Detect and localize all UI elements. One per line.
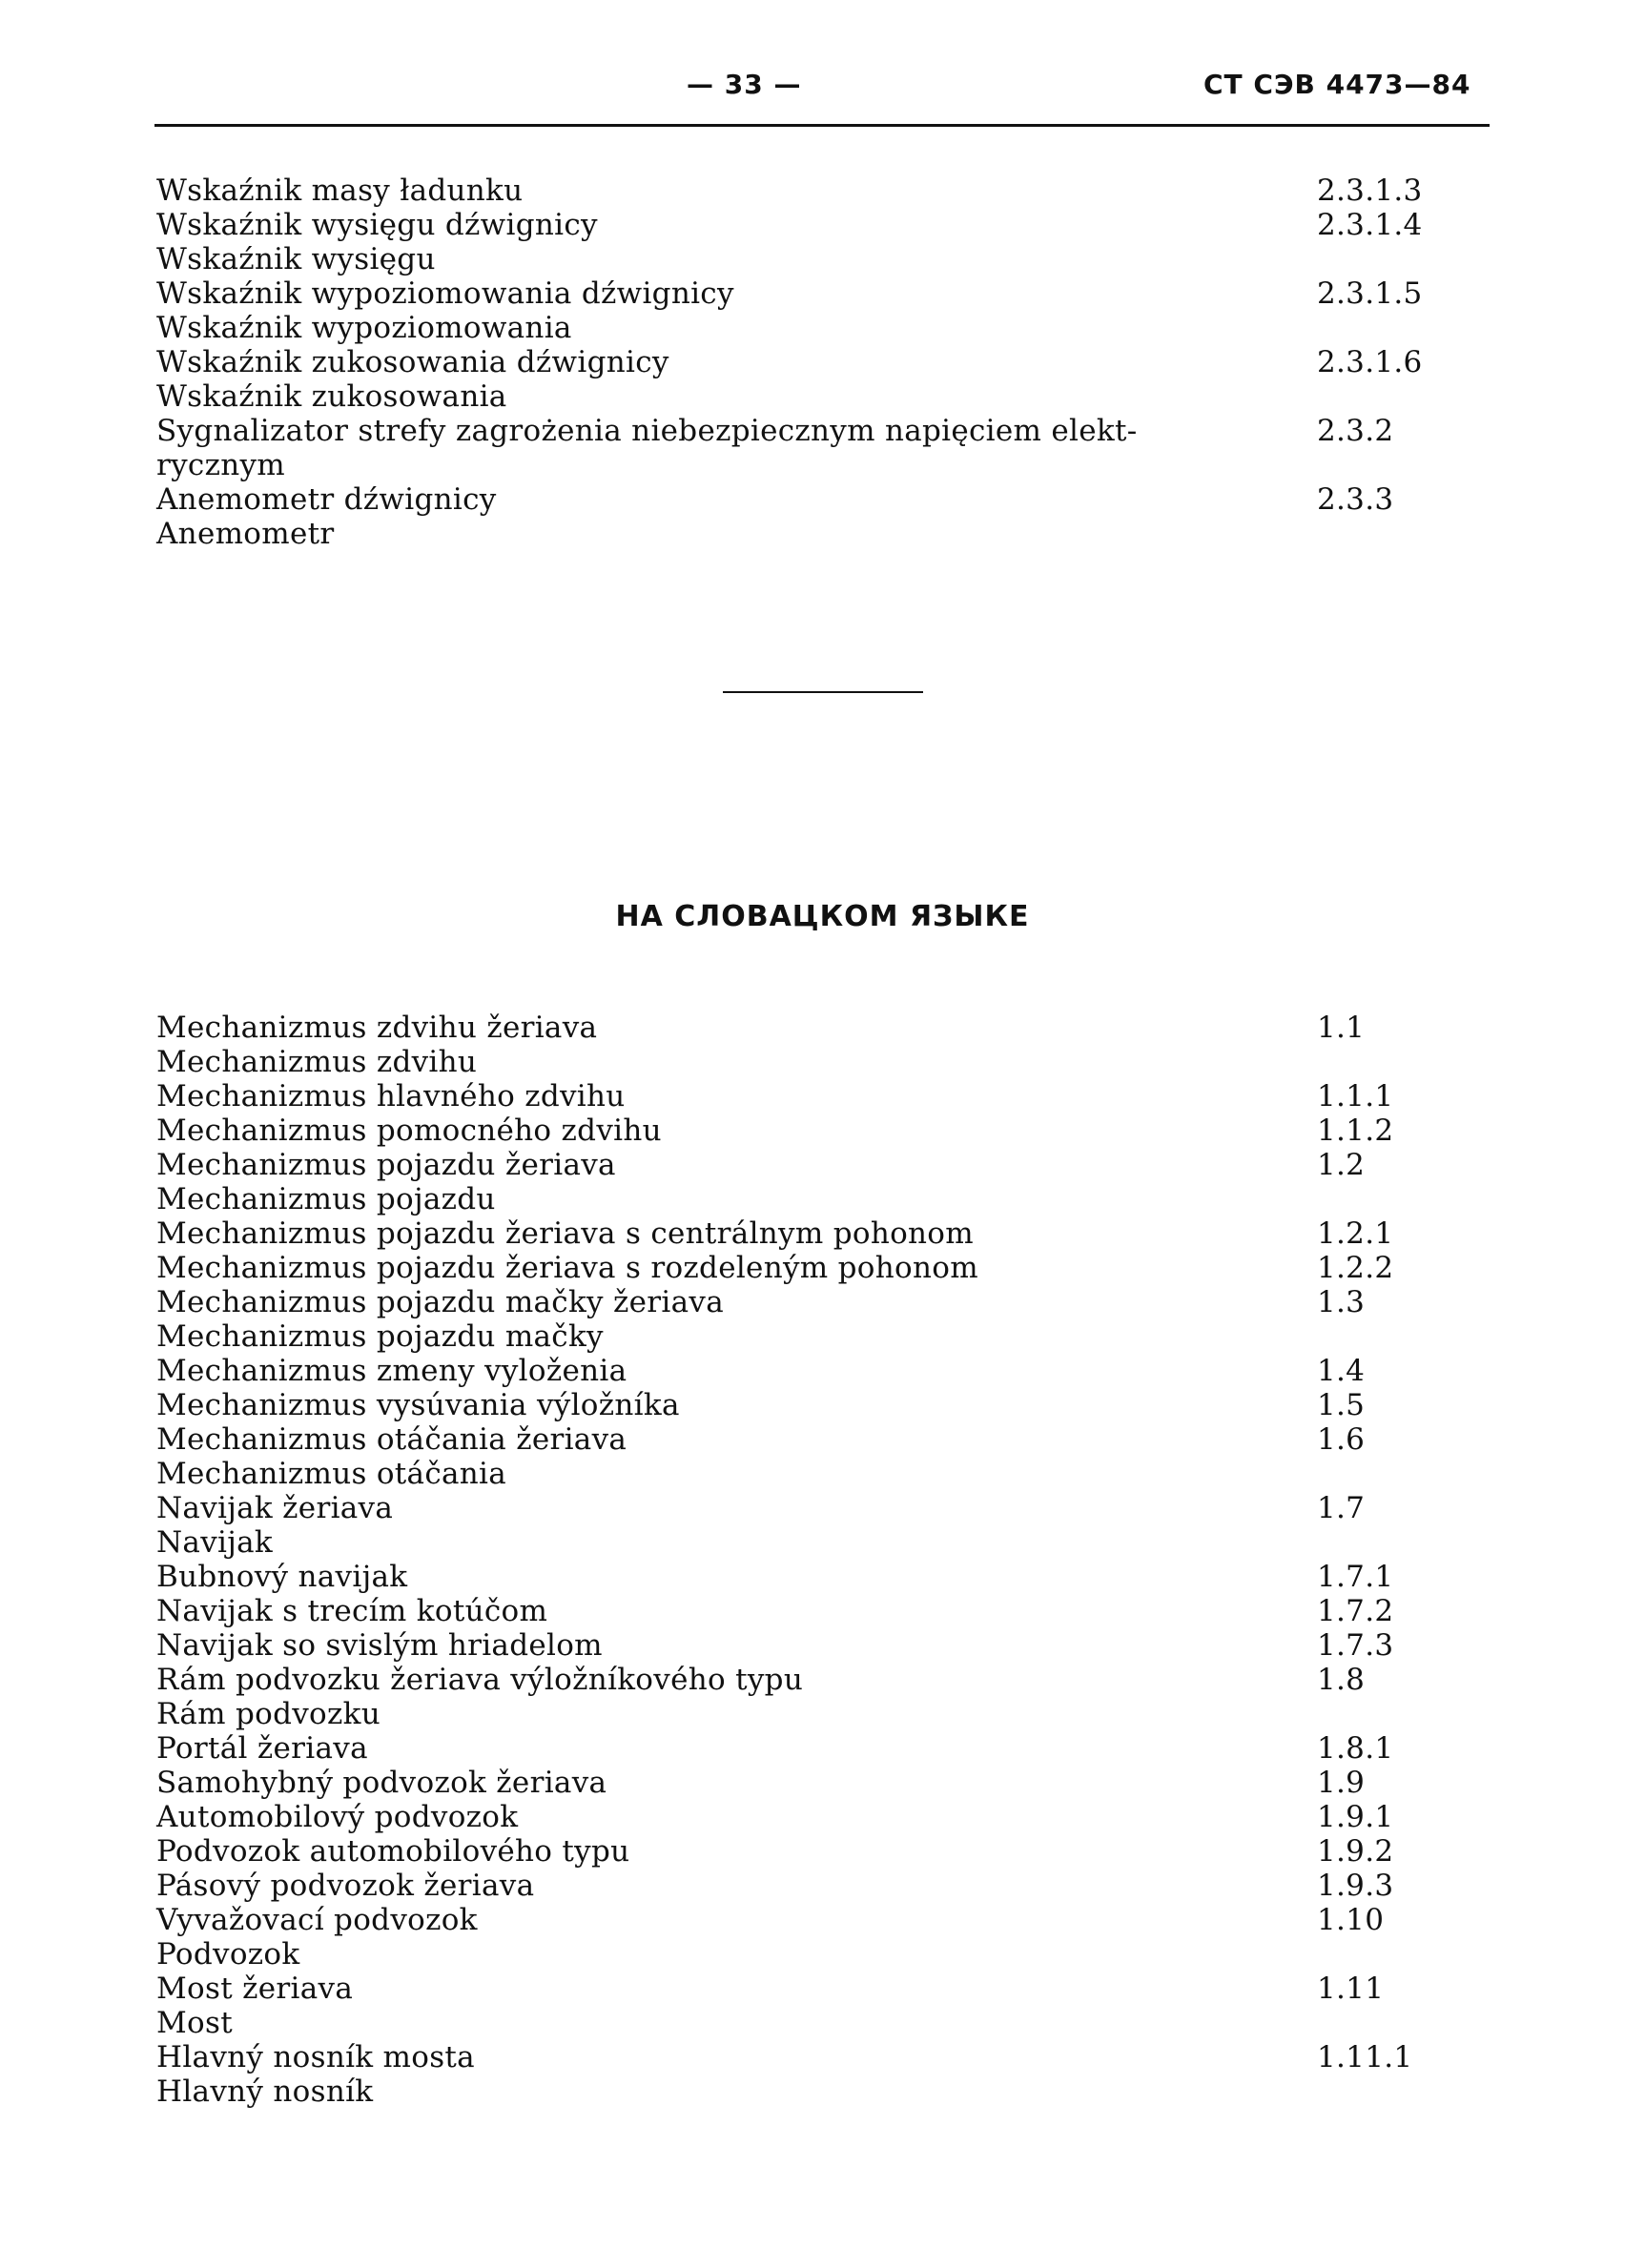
term-text: Mechanizmus otáčania (156, 1457, 507, 1491)
term-reference-number: 1.9.1 (1317, 1800, 1394, 1834)
term-reference-number: 2.3.1.6 (1317, 345, 1423, 379)
term-text: Mechanizmus pojazdu žeriava s rozdeleným pohonom (156, 1251, 978, 1285)
term-text: Pásový podvozok žeriava (156, 1869, 535, 1903)
term-reference-number: 2.3.2 (1317, 414, 1394, 448)
page-number: — 33 — (687, 69, 802, 100)
term-text: Navijak s trecím kotúčom (156, 1594, 548, 1628)
term-reference-number: 1.7.1 (1317, 1560, 1394, 1594)
term-text: Mechanizmus otáčania žeriava (156, 1422, 627, 1457)
term-entry (156, 1114, 1415, 1148)
term-reference-number: 1.11 (1317, 1972, 1385, 2006)
term-reference-number: 1.9.2 (1317, 1834, 1394, 1869)
term-entry (156, 1594, 1415, 1628)
term-text: Wskaźnik wypoziomowania dźwignicy (156, 276, 734, 311)
term-entry (156, 174, 1423, 208)
term-entry (156, 1285, 1415, 1319)
term-reference-number: 2.3.1.4 (1317, 208, 1423, 242)
term-text: Navijak so svislým hriadelom (156, 1628, 603, 1663)
term-entry (156, 414, 1415, 448)
term-text: Mechanizmus pojazdu žeriava s centrálnym pohonom (156, 1216, 974, 1251)
term-text: Wskaźnik zukosowania dźwignicy (156, 345, 669, 379)
term-reference-number: 1.2 (1317, 1148, 1366, 1182)
term-entry (156, 1319, 1415, 1354)
term-entry (156, 1422, 1415, 1457)
term-text: Podvozok automobilového typu (156, 1834, 630, 1869)
term-reference-number: 1.2.2 (1317, 1251, 1394, 1285)
term-reference-number: 1.7.2 (1317, 1594, 1394, 1628)
term-entry (156, 1045, 1415, 1079)
term-text: Mechanizmus pojazdu (156, 1182, 496, 1216)
section-divider (723, 691, 923, 693)
term-text: Vyvažovací podvozok (156, 1903, 478, 1937)
term-reference-number: 1.4 (1317, 1354, 1366, 1388)
term-reference-number: 2.3.1.5 (1317, 276, 1423, 311)
term-text: Wskaźnik wysięgu (156, 242, 436, 276)
term-text: Portál žeriava (156, 1731, 368, 1766)
term-text: Navijak žeriava (156, 1491, 394, 1525)
term-text: Navijak (156, 1525, 274, 1560)
slovak-term-list (156, 1011, 1415, 2109)
term-entry (156, 1766, 1415, 1800)
term-entry (156, 345, 1423, 379)
term-reference-number: 1.1.1 (1317, 1079, 1394, 1114)
term-reference-number: 1.2.1 (1317, 1216, 1394, 1251)
standard-code: СТ СЭВ 4473—84 (1203, 69, 1471, 100)
term-entry (156, 1011, 1415, 1045)
term-entry (156, 1560, 1415, 1594)
term-entry (156, 2040, 1415, 2074)
term-reference-number: 1.7 (1317, 1491, 1366, 1525)
term-reference-number: 1.3 (1317, 1285, 1366, 1319)
term-text: Most žeriava (156, 1972, 354, 2006)
term-entry (156, 1731, 1415, 1766)
term-reference-number: 1.6 (1317, 1422, 1366, 1457)
term-entry (156, 448, 1415, 482)
term-reference-number: 1.11.1 (1317, 2040, 1413, 2074)
term-text: Podvozok (156, 1937, 300, 1972)
section-heading: НА СЛОВАЦКОМ ЯЗЫКЕ (615, 900, 1030, 933)
term-text: Mechanizmus pojazdu mačky žeriava (156, 1285, 725, 1319)
term-reference-number: 1.7.3 (1317, 1628, 1394, 1663)
term-reference-number: 1.1.2 (1317, 1114, 1394, 1148)
term-reference-number: 2.3.1.3 (1317, 174, 1423, 208)
term-text: Rám podvozku (156, 1697, 380, 1731)
term-text: Hlavný nosník mosta (156, 2040, 475, 2074)
term-entry (156, 1251, 1415, 1285)
term-text: Wskaźnik wysięgu dźwignicy (156, 208, 598, 242)
term-text: Mechanizmus pomocného zdvihu (156, 1114, 662, 1148)
term-reference-number: 1.5 (1317, 1388, 1366, 1422)
header-rule (154, 124, 1490, 127)
term-text: rycznym (156, 448, 286, 482)
term-entry (156, 276, 1423, 311)
term-entry (156, 208, 1423, 242)
term-entry (156, 242, 1415, 276)
term-text: Mechanizmus pojazdu žeriava (156, 1148, 616, 1182)
term-text: Mechanizmus hlavného zdvihu (156, 1079, 626, 1114)
term-text: Mechanizmus pojazdu mačky (156, 1319, 604, 1354)
term-text: Mechanizmus zdvihu žeriava (156, 1011, 598, 1045)
term-entry (156, 1079, 1415, 1114)
term-text: Anemometr dźwignicy (156, 482, 497, 517)
term-entry (156, 1457, 1415, 1491)
term-entry (156, 1834, 1415, 1869)
term-text: Samohybný podvozok žeriava (156, 1766, 607, 1800)
term-entry (156, 1525, 1415, 1560)
term-text: Mechanizmus vysúvania výložníka (156, 1388, 680, 1422)
term-entry (156, 1869, 1415, 1903)
term-reference-number: 2.3.3 (1317, 482, 1394, 517)
term-entry (156, 379, 1415, 414)
term-text: Bubnový navijak (156, 1560, 408, 1594)
term-entry (156, 311, 1415, 345)
term-text: Rám podvozku žeriava výložníkového typu (156, 1663, 804, 1697)
term-text: Automobilový podvozok (156, 1800, 519, 1834)
term-text: Mechanizmus zdvihu (156, 1045, 478, 1079)
polish-term-list (156, 174, 1423, 551)
term-entry (156, 1937, 1415, 1972)
term-entry (156, 1800, 1415, 1834)
term-entry (156, 1628, 1415, 1663)
term-entry (156, 2074, 1415, 2109)
term-text: Mechanizmus zmeny vyloženia (156, 1354, 627, 1388)
term-text: Hlavný nosník (156, 2074, 374, 2109)
term-entry (156, 2006, 1415, 2040)
term-text: Wskaźnik wypoziomowania (156, 311, 572, 345)
term-reference-number: 1.10 (1317, 1903, 1385, 1937)
term-reference-number: 1.8.1 (1317, 1731, 1394, 1766)
term-reference-number: 1.1 (1317, 1011, 1366, 1045)
term-text: Most (156, 2006, 233, 2040)
term-text: Wskaźnik zukosowania (156, 379, 507, 414)
term-entry (156, 1972, 1415, 2006)
term-entry (156, 1148, 1415, 1182)
term-text: Sygnalizator strefy zagrożenia niebezpiecznym napięciem elekt- (156, 414, 1138, 448)
term-entry (156, 1388, 1415, 1422)
term-entry (156, 1663, 1415, 1697)
term-entry (156, 1903, 1415, 1937)
term-entry (156, 1182, 1415, 1216)
term-reference-number: 1.9.3 (1317, 1869, 1394, 1903)
term-entry (156, 1697, 1415, 1731)
term-reference-number: 1.8 (1317, 1663, 1366, 1697)
term-entry (156, 517, 1415, 551)
term-reference-number: 1.9 (1317, 1766, 1366, 1800)
term-entry (156, 1354, 1415, 1388)
term-entry (156, 1491, 1415, 1525)
term-text: Anemometr (156, 517, 335, 551)
term-entry (156, 1216, 1415, 1251)
term-entry (156, 482, 1415, 517)
term-text: Wskaźnik masy ładunku (156, 174, 524, 208)
